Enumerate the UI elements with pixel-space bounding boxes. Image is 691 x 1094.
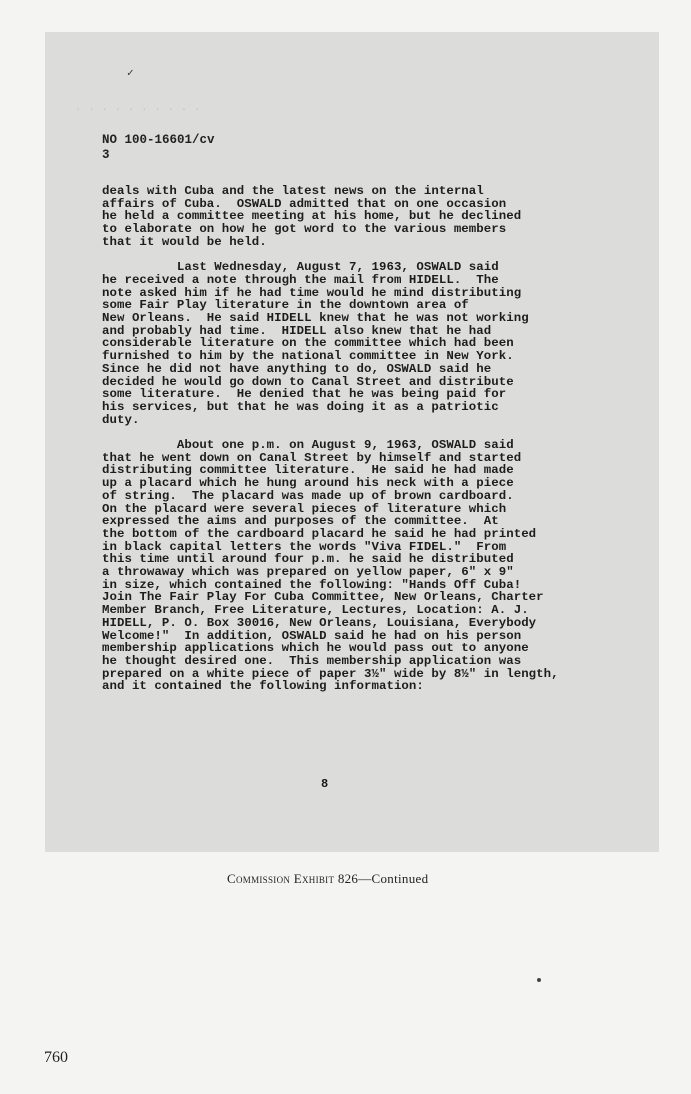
text-line: he thought desired one. This membership application was (102, 653, 522, 668)
document-header (102, 133, 215, 163)
text-line: a throwaway which was prepared on yellow paper, 6" x 9" (102, 565, 514, 580)
text-line: up a placard which he hung around his neck with a piece (102, 476, 514, 491)
text-line: some literature. He denied that he was being paid for (102, 387, 507, 402)
text-line: expressed the aims and purposes of the committee. At (102, 514, 499, 529)
text-line: affairs of Cuba. OSWALD admitted that on one occasion (102, 196, 507, 211)
text-line: Since he did not have anything to do, OSWALD said he (102, 361, 492, 376)
memo-body (102, 185, 622, 693)
text-line: On the placard were several pieces of literature which (102, 501, 507, 516)
sheet-number: 3 (102, 148, 110, 162)
text-line: Join The Fair Play For Cuba Committee, New Orleans, Charter (102, 590, 544, 605)
folio-number: 760 (44, 1049, 68, 1066)
text-line: and it contained the following information: (102, 679, 424, 694)
text-line: New Orleans. He said HIDELL knew that he was not working (102, 311, 529, 326)
text-line: to elaborate on how he got word to the various members (102, 222, 507, 237)
text-line: the bottom of the cardboard placard he said he had printed (102, 526, 537, 541)
text-line: that he went down on Canal Street by himself and started (102, 450, 522, 465)
file-number: NO 100-16601/cv (102, 133, 215, 147)
caption-prefix: Commission Exhibit (227, 871, 335, 886)
text-line: distributing committee literature. He said he had made (102, 463, 514, 478)
text-line: Welcome!" In addition, OSWALD said he had on his person (102, 628, 522, 643)
text-line: prepared on a white piece of paper 3½" wide by 8½" in length, (102, 666, 559, 681)
caption-suffix: —Continued (358, 871, 429, 886)
text-line: he held a committee meeting at his home, but he declined (102, 209, 522, 224)
paragraph (102, 439, 622, 693)
text-line: and probably had time. HIDELL also knew that he had (102, 323, 492, 338)
text-line: that it would be held. (102, 234, 267, 249)
text-line: Member Branch, Free Literature, Lectures, Location: A. J. (102, 603, 529, 618)
text-line: in black capital letters the words "Viva FIDEL." From (102, 539, 507, 554)
text-line: note asked him if he had time would he mind distributing (102, 285, 522, 300)
text-line: decided he would go down to Canal Street and distribute (102, 374, 514, 389)
text-line: some Fair Play literature in the downtown area of (102, 298, 469, 313)
pen-mark: ✓ (127, 68, 134, 80)
text-line: considerable literature on the committee which had been (102, 336, 514, 351)
text-line: he received a note through the mail from HIDELL. The (102, 272, 499, 287)
text-line: of string. The placard was made up of brown cardboard. (102, 488, 514, 503)
bleed-through-text: · · · · · · · · · · (75, 102, 201, 114)
text-line: furnished to him by the national committee in New York. (102, 349, 514, 364)
text-line: his services, but that he was doing it as a patriotic (102, 399, 499, 414)
text-line: Last Wednesday, August 7, 1963, OSWALD said (102, 260, 499, 275)
paragraph (102, 261, 622, 426)
text-line: duty. (102, 412, 140, 427)
paragraph (102, 185, 622, 249)
text-line: membership applications which he would pass out to anyone (102, 641, 529, 656)
ink-speck (537, 978, 541, 982)
text-line: HIDELL, P. O. Box 30016, New Orleans, Louisiana, Everybody (102, 615, 537, 630)
text-line: deals with Cuba and the latest news on the internal (102, 184, 484, 198)
text-line: in size, which contained the following: "Hands Off Cuba! (102, 577, 522, 592)
text-line: About one p.m. on August 9, 1963, OSWALD said (102, 438, 514, 453)
exhibit-caption (227, 871, 428, 887)
caption-number: 826 (337, 871, 359, 886)
page-number: 8 (321, 777, 329, 791)
text-line: this time until around four p.m. he said he distributed (102, 552, 514, 567)
